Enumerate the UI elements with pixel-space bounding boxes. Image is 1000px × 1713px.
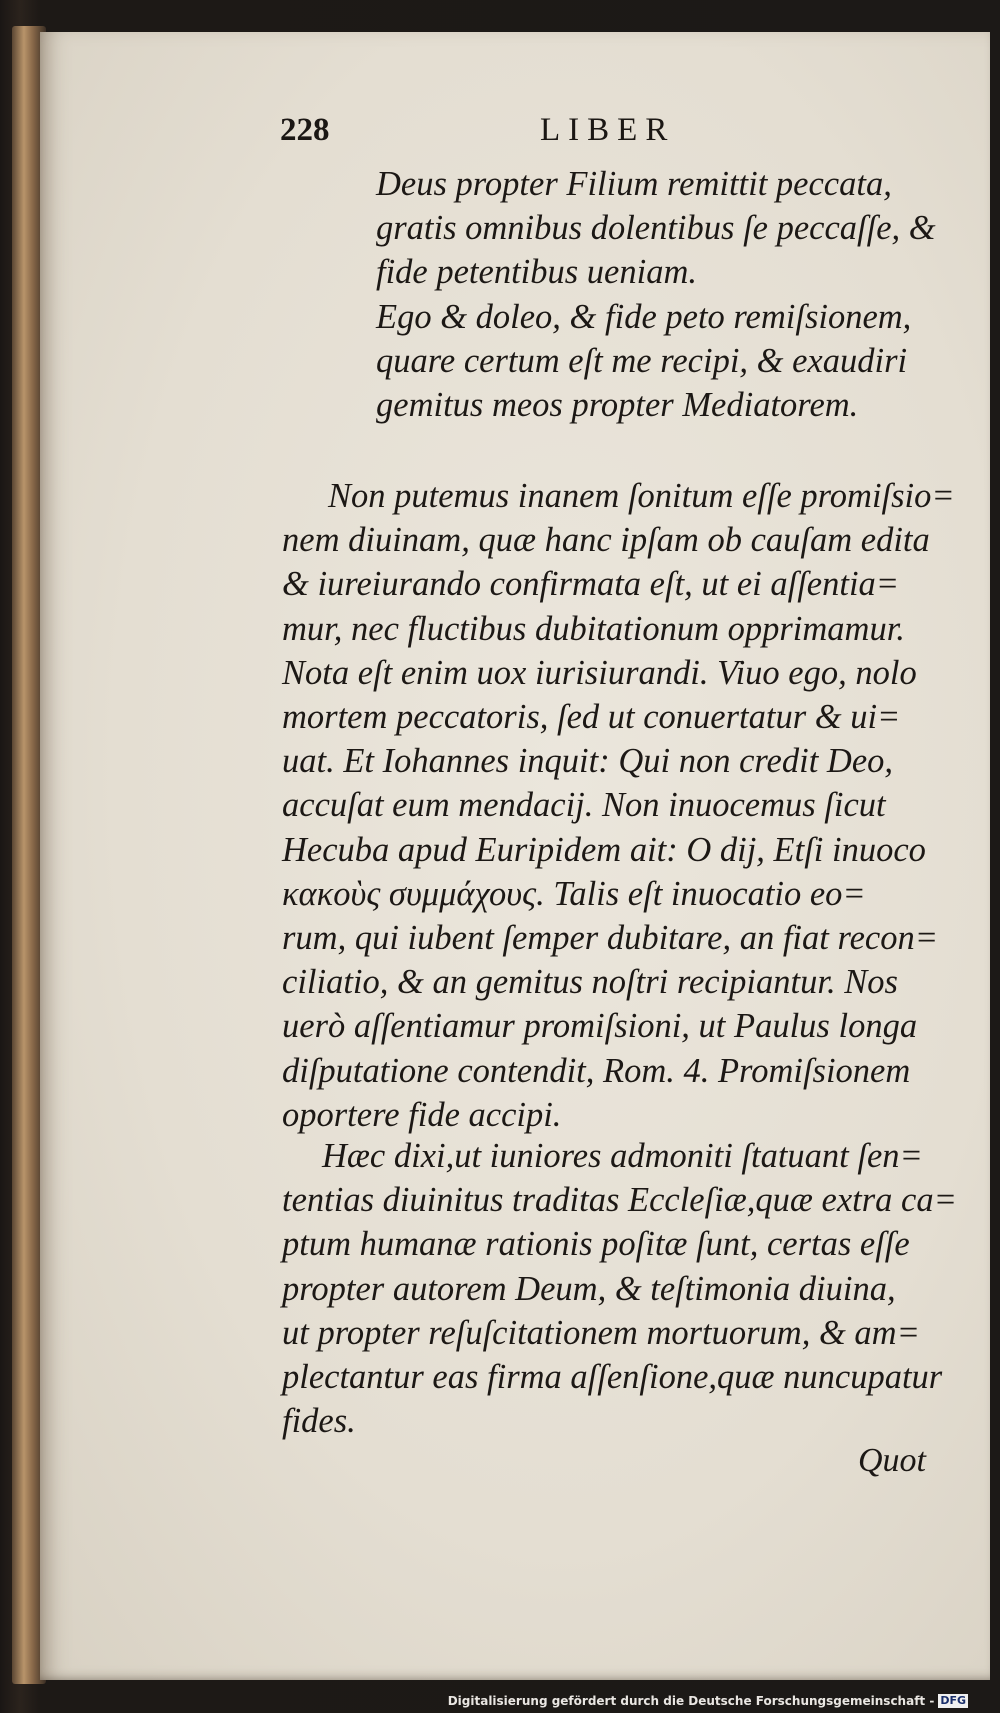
text-line: mur, nec fluctibus dubitationum opprimamur. <box>282 609 905 648</box>
digitization-credit <box>448 1692 968 1710</box>
text-line: diſputatione contendit, Rom. 4. Promiſsionem <box>282 1051 911 1090</box>
text-line: κακοὺς συμμάχους. Talis eſt inuocatio eo= <box>282 874 866 913</box>
text-line: propter autorem Deum, & teſtimonia diuina, <box>282 1269 896 1308</box>
text-line: rum, qui iubent ſemper dubitare, an fiat recon= <box>282 919 939 958</box>
text-line: gratis omnibus dolentibus ſe peccaſſe, & <box>376 209 936 248</box>
page-header <box>40 112 990 162</box>
paragraph-non-putemus <box>282 474 955 1137</box>
text-line: accuſat eum mendacij. Non inuocemus ſicut <box>282 786 886 825</box>
text-line: plectantur eas firma aſſenſione,quæ nuncupatur <box>282 1358 943 1397</box>
text-line: ciliatio, & an gemitus noſtri recipiantur. Nos <box>282 963 898 1002</box>
indented-verse-block <box>376 162 936 427</box>
text-line: & iureiurando confirmata eſt, ut ei aſſentia= <box>282 565 900 604</box>
text-line: Hecuba apud Euripidem ait: O dij, Etſi inuoco <box>282 830 926 869</box>
text-line: uat. Et Iohannes inquit: Qui non credit Deo, <box>282 742 894 781</box>
text-line: mortem peccatoris, ſed ut conuertatur & ui= <box>282 698 901 737</box>
text-line: Nota eſt enim uox iurisiurandi. Viuo ego, nolo <box>282 653 917 692</box>
text-line: Hæc dixi,ut iuniores admoniti ſtatuant ſen= <box>322 1137 923 1175</box>
text-line: Deus propter Filium remittit peccata, <box>376 165 892 203</box>
dfg-logo: DFG <box>940 1694 966 1707</box>
text-line: fide petentibus ueniam. <box>376 253 697 292</box>
text-line: ptum humanæ rationis poſitæ ſunt, certas eſſe <box>282 1225 910 1264</box>
text-line: ut propter reſuſcitationem mortuorum, & am= <box>282 1313 920 1352</box>
text-line: nem diuinam, quæ hanc ipſam ob cauſam edita <box>282 521 930 560</box>
running-head: LIBER <box>540 112 676 148</box>
text-line: tentias diuinitus traditas Eccleſiæ,quæ extra ca= <box>282 1181 957 1220</box>
text-line: fides. <box>282 1402 356 1441</box>
text-line: quare certum eſt me recipi, & exaudiri <box>376 341 908 380</box>
credit-text: Digitalisierung gefördert durch die Deutsche Forschungsgemeinschaft - <box>447 1694 935 1708</box>
text-line: oportere fide accipi. <box>282 1095 562 1134</box>
text-line: Non putemus inanem ſonitum eſſe promiſsio= <box>328 477 955 515</box>
text-line: Ego & doleo, & fide peto remiſsionem, <box>376 297 912 336</box>
page-number: 228 <box>280 112 330 148</box>
text-line: uerò aſſentiamur promiſsioni, ut Paulus longa <box>282 1007 918 1046</box>
text-line: gemitus meos propter Mediatorem. <box>376 386 859 425</box>
paragraph-haec-dixi <box>282 1134 957 1443</box>
catchword: Quot <box>858 1442 926 1479</box>
